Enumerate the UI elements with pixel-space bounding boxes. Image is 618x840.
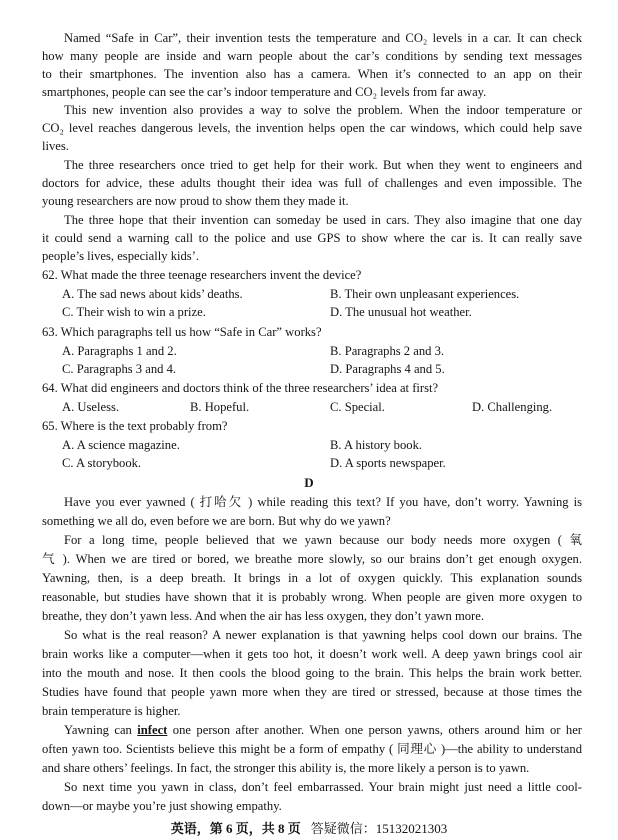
passage-d-line: 气 ). When we are tired or bored, we breathe more slowly, so our brains don’t get enough oxygen. <box>42 552 582 566</box>
passage-c-line: The three hope that their invention can someday be used in cars. They also imagine that one day <box>64 213 582 227</box>
passage-d-line: Studies have found that people yawn more when they are tired or stressed, because at those times the <box>42 685 582 699</box>
option-d: D. The unusual hot weather. <box>330 305 472 319</box>
passage-d-line: something we all do, even before we are born. But why do we yawn? <box>42 514 391 528</box>
option-c: C. A storybook. <box>62 456 142 470</box>
passage-d-line <box>42 722 582 738</box>
page-footer <box>0 818 618 837</box>
passage-c-line: young researchers are now proud to show them they made it. <box>42 194 349 208</box>
passage-d-line: brain works like a computer—when it gets too hot, it doesn’t work well. A deep yawn brings cool air <box>42 647 582 661</box>
contact-info: 答疑微信：15132021303 <box>310 821 448 836</box>
option-d: D. A sports newspaper. <box>330 456 446 470</box>
option-a: A. Useless. <box>62 400 120 414</box>
option-b: B. A history book. <box>330 438 423 452</box>
question-stem: 64. What did engineers and doctors think of the three researchers’ idea at first? <box>42 381 439 395</box>
passage-d-line: into the mouth and nose. It then cools the blood going to the brain. This helps the brain work better. <box>42 666 582 680</box>
text-fragment: Yawning can <box>64 723 138 737</box>
passage-d-line: So next time you yawn in class, don’t feel embarrassed. Your brain might just need a little cool- <box>64 780 582 794</box>
underlined-word: infect <box>137 723 168 737</box>
option-c: C. Paragraphs 3 and 4. <box>62 362 177 376</box>
option-b: B. Hopeful. <box>190 400 250 414</box>
option-a: A. Paragraphs 1 and 2. <box>62 344 177 358</box>
passage-c-line: doctors for advice, these adults thought their idea was full of challenges and even impossible. The <box>42 176 582 190</box>
passage-d-line: For a long time, people believed that we yawn because our body needs more oxygen ( 氧 <box>64 533 582 547</box>
question-stem: 63. Which paragraphs tell us how “Safe in Car” works? <box>42 325 322 339</box>
option-d: D. Challenging. <box>472 400 553 414</box>
option-c: C. Their wish to win a prize. <box>62 305 206 319</box>
passage-c-line: to their smartphones. The invention also has a camera. When it’s connected to an app on their <box>42 67 582 81</box>
passage-d-line: Yawning, then, is a deep breath. It brings in a lot of oxygen quickly. This explanation sounds <box>42 571 582 585</box>
passage-c-line: lives. <box>42 139 69 153</box>
passage-c-line: CO₂ level reaches dangerous levels, the invention helps open the car windows, which could help save <box>42 121 582 135</box>
passage-d-line: Have you ever yawned ( 打哈欠 ) while reading this text? If you have, don’t worry. Yawning is <box>64 495 582 509</box>
passage-d-line: So what is the real reason? A newer explanation is that yawning helps cool down our brains. The <box>64 628 582 642</box>
passage-d-line: down—or maybe you’re just showing empathy. <box>42 799 282 813</box>
option-b: B. Paragraphs 2 and 3. <box>330 344 445 358</box>
option-b: B. Their own unpleasant experiences. <box>330 287 520 301</box>
option-c: C. Special. <box>330 400 385 414</box>
text-fragment: one person after another. When one person yawns, others around him or her <box>167 723 583 737</box>
passage-c-line: smartphones, people can see the car’s indoor temperature and CO₂ levels from far away. <box>42 85 487 99</box>
passage-d-line: breathe, they don’t yawn less. And when the air has less oxygen, they don’t yawn more. <box>42 609 484 623</box>
section-label: D <box>304 475 314 490</box>
option-a: A. The sad news about kids’ deaths. <box>62 287 243 301</box>
question-stem: 62. What made the three teenage researchers invent the device? <box>42 268 362 282</box>
passage-c-line: it could send a warning call to the police and use GPS to show where the car is. It can really save <box>42 231 582 245</box>
passage-d-line: and share others’ feelings. In fact, the stronger this ability is, the more likely a person is to yawn. <box>42 761 530 775</box>
passage-c-line: how many people are inside and warn people about the car’s conditions by sending text messages <box>42 49 582 63</box>
option-d: D. Paragraphs 4 and 5. <box>330 362 445 376</box>
passage-c-line: This new invention also provides a way to solve the problem. When the indoor temperature or <box>64 103 582 117</box>
passage-d-line: reasonable, but studies have shown that it is probably wrong. When people are given more oxygen to <box>42 590 582 604</box>
passage-c-line: Named “Safe in Car”, their invention tests the temperature and CO₂ levels in a car. It can check <box>64 31 582 45</box>
passage-d-line: brain temperature is higher. <box>42 704 181 718</box>
question-stem: 65. Where is the text probably from? <box>42 419 228 433</box>
passage-c-line: people’s lives, especially kids’. <box>42 249 200 263</box>
option-a: A. A science magazine. <box>62 438 180 452</box>
passage-c-line: The three researchers once tried to get help for their work. But when they went to engineers and <box>64 158 582 172</box>
page-number: 英语，第 6 页，共 8 页 <box>170 821 301 836</box>
passage-d-line: often yawn too. Scientists believe this might be a form of empathy ( 同理心 )—the ability to understand <box>42 742 582 756</box>
